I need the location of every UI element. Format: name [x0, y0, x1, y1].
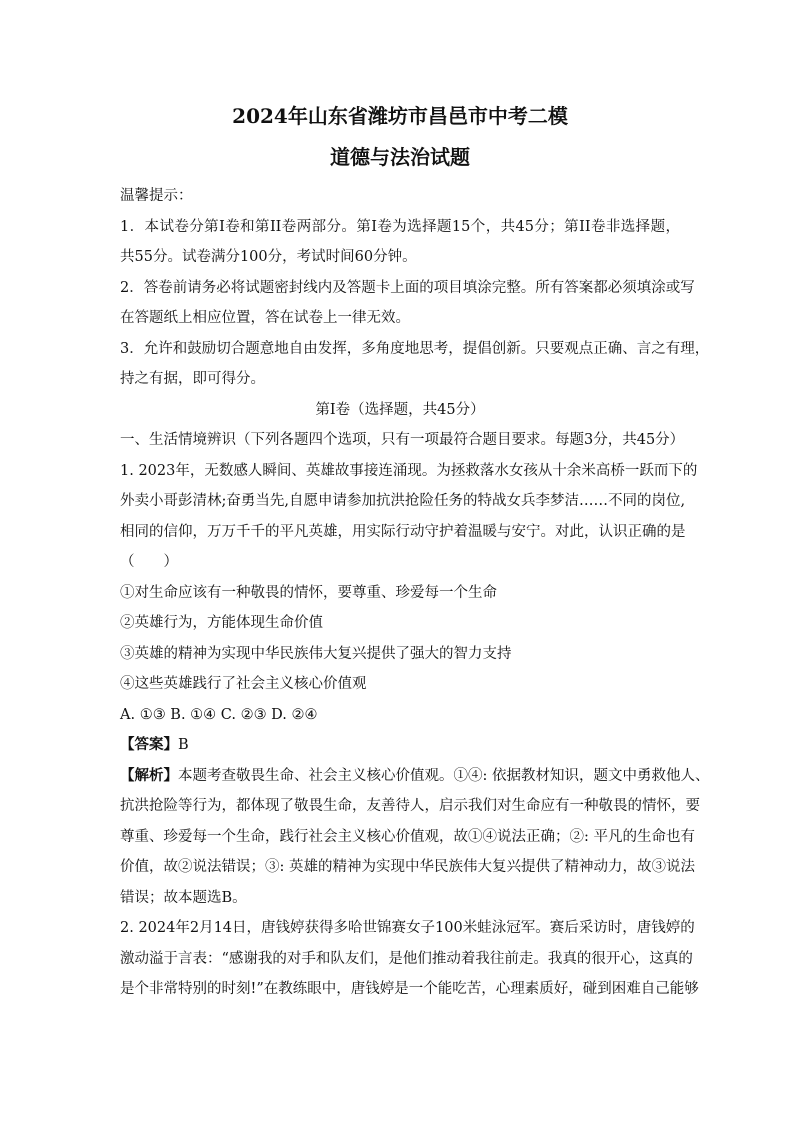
tips-heading: 温馨提示：	[120, 188, 193, 204]
analysis-line: 尊重、珍爱每一个生命，践行社会主义核心价值观，故①④说法正确；②: 平凡的生命也有	[120, 828, 695, 845]
tip-line: 共55分。试卷满分100分，考试时间60分钟。	[120, 249, 417, 265]
analysis-line: 价值，故②说法错误；③: 英雄的精神为实现中华民族伟大复兴提供了精神动力，故③说法	[120, 859, 695, 875]
answer-value: B	[178, 737, 189, 753]
analysis-line: 抗洪抢险等行为，都体现了敬畏生命，友善待人，启示我们对生命应有一种敬畏的情怀，要	[120, 798, 700, 814]
answer-label: 【答案】	[120, 736, 178, 753]
part-one-heading: 一、生活情境辨识（下列各题四个选项，只有一项最符合题目要求。每题3分，共45分）	[120, 432, 685, 448]
question-stem-line: 激动溢于言表：“感谢我的对手和队友们，是他们推动着我往前走。我真的很开心，这真的	[120, 950, 693, 967]
question-stem-line: 2. 2024年2月14日，唐钱婷获得多哈世锦赛女子100米蛙泳冠军。赛后采访时，唐钱婷的	[120, 920, 695, 936]
tip-line: 2．答卷前请务必将试题密封线内及答题卡上面的项目填涂完整。所有答案都必须填涂或写	[120, 279, 695, 296]
statement-option: ④这些英雄践行了社会主义核心价值观	[120, 676, 367, 692]
exam-subtitle: 道德与法治试题	[330, 145, 470, 169]
question-stem-line: 1. 2023年，无数感人瞬间、英雄故事接连涌现。为拯救落水女孩从十余米高桥一跃而下的	[120, 462, 698, 479]
tip-line: 3．允许和鼓励切合题意地自由发挥，多角度地思考，提倡创新。只要观点正确、言之有理，	[120, 340, 710, 357]
tip-line: 在答题纸上相应位置，答在试卷上一律无效。	[120, 310, 410, 326]
section-title: 第I卷（选择题，共45分）	[315, 401, 485, 418]
answer-line	[120, 730, 680, 761]
question-stem-line: 是个非常特别的时刻!”在教练眼中，唐钱婷是一个能吃苦，心理素质好，碰到困难自己能够	[120, 981, 699, 997]
question-stem-line: 外卖小哥彭清林;奋勇当先,自愿申请参加抗洪抢险任务的特战女兵李梦洁……不同的岗位,	[120, 493, 686, 509]
analysis-text: 本题考查敬畏生命、社会主义核心价值观。①④: 依据教材知识，题文中勇救他人、	[178, 767, 710, 784]
tip-line: 持之有据，即可得分。	[120, 371, 265, 387]
analysis-line: 错误；故本题选B。	[120, 889, 247, 906]
question-stem-line: 相同的信仰，万万千千的平凡英雄，用实际行动守护着温暖与安宁。对此，认识正确的是	[120, 523, 686, 540]
statement-option: ①对生命应该有一种敬畏的情怀，要尊重、珍爱每一个生命	[120, 584, 497, 601]
question-blank: （ ）	[120, 554, 178, 570]
tip-line: 1．本试卷分第I卷和第II卷两部分。第I卷为选择题15个，共45分；第II卷非选择题，	[120, 218, 680, 235]
analysis-line	[120, 761, 710, 792]
analysis-label: 【解析】	[120, 766, 178, 784]
exam-title: 2024年山东省潍坊市昌邑市中考二模	[232, 104, 568, 128]
answer-choices: A. ①③ B. ①④ C. ②③ D. ②④	[120, 706, 318, 723]
statement-option: ②英雄行为，方能体现生命价值	[120, 615, 323, 631]
statement-option: ③英雄的精神为实现中华民族伟大复兴提供了强大的智力支持	[120, 645, 512, 662]
